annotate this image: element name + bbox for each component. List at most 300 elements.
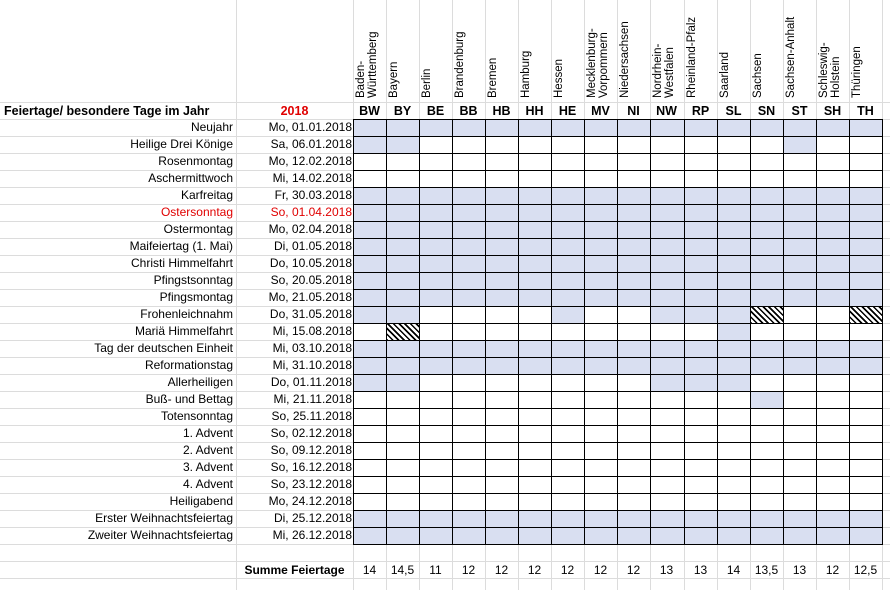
holiday-cell[interactable]: [783, 459, 816, 476]
holiday-cell[interactable]: [650, 170, 684, 187]
holiday-cell[interactable]: [750, 255, 783, 272]
holiday-cell[interactable]: [353, 187, 386, 204]
holiday-cell[interactable]: [750, 493, 783, 510]
holiday-cell[interactable]: [353, 493, 386, 510]
holiday-cell[interactable]: [386, 459, 419, 476]
holiday-cell[interactable]: [650, 272, 684, 289]
holiday-cell[interactable]: [353, 255, 386, 272]
holiday-cell[interactable]: [551, 306, 584, 323]
holiday-cell[interactable]: [485, 153, 518, 170]
holiday-cell[interactable]: [353, 323, 386, 340]
holiday-cell[interactable]: [783, 221, 816, 238]
holiday-cell[interactable]: [849, 153, 882, 170]
holiday-cell[interactable]: [485, 272, 518, 289]
holiday-cell[interactable]: [750, 187, 783, 204]
holiday-cell[interactable]: [353, 289, 386, 306]
holiday-cell[interactable]: [419, 306, 452, 323]
holiday-cell[interactable]: [551, 527, 584, 544]
holiday-cell[interactable]: [551, 442, 584, 459]
holiday-cell[interactable]: [816, 238, 849, 255]
holiday-cell[interactable]: [650, 153, 684, 170]
holiday-cell[interactable]: [849, 119, 882, 136]
holiday-cell[interactable]: [684, 289, 717, 306]
holiday-cell[interactable]: [816, 323, 849, 340]
holiday-cell[interactable]: [650, 510, 684, 527]
holiday-cell[interactable]: [518, 238, 551, 255]
holiday-cell[interactable]: [783, 204, 816, 221]
holiday-cell[interactable]: [353, 408, 386, 425]
holiday-cell[interactable]: [750, 119, 783, 136]
holiday-cell[interactable]: [684, 476, 717, 493]
holiday-cell[interactable]: [518, 442, 551, 459]
holiday-cell[interactable]: [353, 442, 386, 459]
holiday-cell[interactable]: [386, 357, 419, 374]
holiday-cell[interactable]: [452, 289, 485, 306]
holiday-cell[interactable]: [485, 442, 518, 459]
holiday-cell[interactable]: [419, 425, 452, 442]
holiday-cell[interactable]: [816, 340, 849, 357]
holiday-cell[interactable]: [650, 238, 684, 255]
holiday-cell[interactable]: [783, 476, 816, 493]
holiday-cell[interactable]: [518, 527, 551, 544]
holiday-cell[interactable]: [849, 136, 882, 153]
holiday-cell[interactable]: [816, 119, 849, 136]
holiday-cell[interactable]: [452, 187, 485, 204]
holiday-cell[interactable]: [518, 170, 551, 187]
holiday-cell[interactable]: [419, 408, 452, 425]
holiday-cell[interactable]: [518, 306, 551, 323]
holiday-cell[interactable]: [617, 510, 650, 527]
holiday-cell[interactable]: [551, 391, 584, 408]
holiday-cell[interactable]: [419, 340, 452, 357]
holiday-cell[interactable]: [717, 238, 750, 255]
holiday-cell[interactable]: [650, 357, 684, 374]
holiday-cell[interactable]: [650, 187, 684, 204]
holiday-cell[interactable]: [452, 272, 485, 289]
holiday-cell[interactable]: [584, 323, 617, 340]
holiday-cell[interactable]: [518, 459, 551, 476]
holiday-cell[interactable]: [419, 272, 452, 289]
holiday-cell[interactable]: [717, 425, 750, 442]
holiday-cell[interactable]: [849, 527, 882, 544]
holiday-cell[interactable]: [452, 170, 485, 187]
holiday-cell[interactable]: [419, 170, 452, 187]
holiday-cell[interactable]: [551, 408, 584, 425]
holiday-cell[interactable]: [750, 272, 783, 289]
holiday-cell[interactable]: [353, 170, 386, 187]
holiday-cell[interactable]: [816, 221, 849, 238]
holiday-cell[interactable]: [353, 527, 386, 544]
holiday-cell[interactable]: [717, 153, 750, 170]
holiday-cell[interactable]: [419, 391, 452, 408]
holiday-cell[interactable]: [584, 340, 617, 357]
holiday-cell[interactable]: [684, 153, 717, 170]
holiday-cell[interactable]: [386, 153, 419, 170]
holiday-cell[interactable]: [849, 391, 882, 408]
holiday-cell[interactable]: [617, 391, 650, 408]
holiday-cell[interactable]: [750, 527, 783, 544]
holiday-cell[interactable]: [518, 323, 551, 340]
holiday-cell[interactable]: [684, 221, 717, 238]
holiday-cell[interactable]: [353, 340, 386, 357]
holiday-cell[interactable]: [353, 221, 386, 238]
holiday-cell[interactable]: [750, 136, 783, 153]
holiday-cell[interactable]: [386, 391, 419, 408]
holiday-cell[interactable]: [617, 425, 650, 442]
holiday-cell[interactable]: [551, 289, 584, 306]
holiday-cell[interactable]: [750, 323, 783, 340]
holiday-cell[interactable]: [849, 493, 882, 510]
holiday-cell[interactable]: [717, 357, 750, 374]
holiday-cell[interactable]: [452, 374, 485, 391]
holiday-cell[interactable]: [452, 323, 485, 340]
holiday-cell[interactable]: [717, 340, 750, 357]
holiday-cell[interactable]: [551, 255, 584, 272]
holiday-cell[interactable]: [750, 306, 783, 323]
holiday-cell[interactable]: [717, 272, 750, 289]
holiday-cell[interactable]: [518, 391, 551, 408]
holiday-cell[interactable]: [485, 136, 518, 153]
holiday-cell[interactable]: [750, 170, 783, 187]
holiday-cell[interactable]: [717, 476, 750, 493]
holiday-cell[interactable]: [386, 306, 419, 323]
holiday-cell[interactable]: [518, 221, 551, 238]
holiday-cell[interactable]: [717, 204, 750, 221]
holiday-cell[interactable]: [650, 527, 684, 544]
holiday-cell[interactable]: [419, 289, 452, 306]
holiday-cell[interactable]: [816, 272, 849, 289]
holiday-cell[interactable]: [584, 221, 617, 238]
holiday-cell[interactable]: [419, 119, 452, 136]
holiday-cell[interactable]: [617, 323, 650, 340]
holiday-cell[interactable]: [750, 459, 783, 476]
holiday-cell[interactable]: [584, 391, 617, 408]
holiday-cell[interactable]: [717, 136, 750, 153]
holiday-cell[interactable]: [419, 510, 452, 527]
holiday-cell[interactable]: [783, 425, 816, 442]
holiday-cell[interactable]: [419, 476, 452, 493]
holiday-cell[interactable]: [816, 187, 849, 204]
holiday-cell[interactable]: [584, 170, 617, 187]
holiday-cell[interactable]: [750, 289, 783, 306]
holiday-cell[interactable]: [717, 187, 750, 204]
holiday-cell[interactable]: [849, 221, 882, 238]
holiday-cell[interactable]: [353, 374, 386, 391]
holiday-cell[interactable]: [353, 153, 386, 170]
holiday-cell[interactable]: [816, 374, 849, 391]
holiday-cell[interactable]: [485, 221, 518, 238]
holiday-cell[interactable]: [518, 493, 551, 510]
holiday-cell[interactable]: [783, 255, 816, 272]
holiday-cell[interactable]: [353, 476, 386, 493]
holiday-cell[interactable]: [783, 340, 816, 357]
holiday-cell[interactable]: [518, 408, 551, 425]
holiday-cell[interactable]: [485, 493, 518, 510]
holiday-cell[interactable]: [452, 255, 485, 272]
holiday-cell[interactable]: [485, 527, 518, 544]
holiday-cell[interactable]: [386, 255, 419, 272]
holiday-cell[interactable]: [816, 306, 849, 323]
holiday-cell[interactable]: [684, 255, 717, 272]
holiday-cell[interactable]: [452, 442, 485, 459]
holiday-cell[interactable]: [485, 289, 518, 306]
holiday-cell[interactable]: [551, 187, 584, 204]
holiday-cell[interactable]: [684, 408, 717, 425]
holiday-cell[interactable]: [386, 340, 419, 357]
holiday-cell[interactable]: [518, 374, 551, 391]
holiday-cell[interactable]: [783, 357, 816, 374]
holiday-cell[interactable]: [816, 255, 849, 272]
holiday-cell[interactable]: [617, 527, 650, 544]
holiday-cell[interactable]: [750, 153, 783, 170]
holiday-cell[interactable]: [617, 442, 650, 459]
holiday-cell[interactable]: [485, 459, 518, 476]
holiday-cell[interactable]: [617, 306, 650, 323]
holiday-cell[interactable]: [750, 510, 783, 527]
holiday-cell[interactable]: [551, 272, 584, 289]
holiday-cell[interactable]: [584, 374, 617, 391]
holiday-cell[interactable]: [485, 238, 518, 255]
holiday-cell[interactable]: [485, 374, 518, 391]
holiday-cell[interactable]: [452, 306, 485, 323]
holiday-cell[interactable]: [584, 442, 617, 459]
holiday-cell[interactable]: [419, 442, 452, 459]
holiday-cell[interactable]: [485, 187, 518, 204]
holiday-cell[interactable]: [816, 204, 849, 221]
holiday-cell[interactable]: [783, 289, 816, 306]
holiday-cell[interactable]: [419, 357, 452, 374]
holiday-cell[interactable]: [584, 136, 617, 153]
holiday-cell[interactable]: [750, 357, 783, 374]
holiday-cell[interactable]: [717, 493, 750, 510]
holiday-cell[interactable]: [750, 408, 783, 425]
holiday-cell[interactable]: [783, 238, 816, 255]
holiday-cell[interactable]: [684, 442, 717, 459]
holiday-cell[interactable]: [717, 374, 750, 391]
holiday-cell[interactable]: [617, 459, 650, 476]
holiday-cell[interactable]: [617, 408, 650, 425]
holiday-cell[interactable]: [419, 493, 452, 510]
holiday-cell[interactable]: [518, 510, 551, 527]
holiday-cell[interactable]: [849, 272, 882, 289]
holiday-cell[interactable]: [650, 255, 684, 272]
holiday-cell[interactable]: [816, 153, 849, 170]
holiday-cell[interactable]: [684, 204, 717, 221]
holiday-cell[interactable]: [485, 340, 518, 357]
holiday-cell[interactable]: [750, 204, 783, 221]
holiday-cell[interactable]: [419, 374, 452, 391]
holiday-cell[interactable]: [849, 425, 882, 442]
holiday-cell[interactable]: [584, 476, 617, 493]
holiday-cell[interactable]: [551, 425, 584, 442]
holiday-cell[interactable]: [717, 255, 750, 272]
holiday-cell[interactable]: [485, 306, 518, 323]
holiday-cell[interactable]: [816, 425, 849, 442]
holiday-cell[interactable]: [419, 527, 452, 544]
holiday-cell[interactable]: [650, 289, 684, 306]
holiday-cell[interactable]: [717, 510, 750, 527]
holiday-cell[interactable]: [485, 357, 518, 374]
holiday-cell[interactable]: [783, 510, 816, 527]
holiday-cell[interactable]: [419, 255, 452, 272]
holiday-cell[interactable]: [584, 510, 617, 527]
holiday-cell[interactable]: [617, 238, 650, 255]
holiday-cell[interactable]: [518, 153, 551, 170]
holiday-cell[interactable]: [617, 136, 650, 153]
holiday-cell[interactable]: [617, 187, 650, 204]
holiday-cell[interactable]: [849, 459, 882, 476]
holiday-cell[interactable]: [684, 493, 717, 510]
holiday-cell[interactable]: [584, 425, 617, 442]
holiday-cell[interactable]: [684, 136, 717, 153]
holiday-cell[interactable]: [353, 238, 386, 255]
holiday-cell[interactable]: [617, 289, 650, 306]
holiday-cell[interactable]: [684, 391, 717, 408]
holiday-cell[interactable]: [816, 459, 849, 476]
holiday-cell[interactable]: [750, 391, 783, 408]
holiday-cell[interactable]: [617, 119, 650, 136]
holiday-cell[interactable]: [717, 391, 750, 408]
holiday-cell[interactable]: [584, 153, 617, 170]
holiday-cell[interactable]: [518, 425, 551, 442]
holiday-cell[interactable]: [353, 391, 386, 408]
holiday-cell[interactable]: [551, 119, 584, 136]
holiday-cell[interactable]: [584, 459, 617, 476]
holiday-cell[interactable]: [386, 170, 419, 187]
holiday-cell[interactable]: [452, 357, 485, 374]
holiday-cell[interactable]: [816, 408, 849, 425]
holiday-cell[interactable]: [816, 527, 849, 544]
holiday-cell[interactable]: [452, 204, 485, 221]
holiday-cell[interactable]: [551, 221, 584, 238]
holiday-cell[interactable]: [684, 527, 717, 544]
holiday-cell[interactable]: [783, 493, 816, 510]
holiday-cell[interactable]: [386, 136, 419, 153]
holiday-cell[interactable]: [684, 357, 717, 374]
holiday-cell[interactable]: [386, 272, 419, 289]
holiday-cell[interactable]: [419, 187, 452, 204]
holiday-cell[interactable]: [650, 476, 684, 493]
holiday-cell[interactable]: [584, 187, 617, 204]
holiday-cell[interactable]: [386, 187, 419, 204]
holiday-cell[interactable]: [452, 153, 485, 170]
holiday-cell[interactable]: [386, 323, 419, 340]
holiday-cell[interactable]: [485, 323, 518, 340]
holiday-cell[interactable]: [386, 493, 419, 510]
holiday-cell[interactable]: [584, 119, 617, 136]
holiday-cell[interactable]: [584, 289, 617, 306]
holiday-cell[interactable]: [684, 323, 717, 340]
holiday-cell[interactable]: [452, 493, 485, 510]
holiday-cell[interactable]: [419, 238, 452, 255]
holiday-cell[interactable]: [684, 340, 717, 357]
holiday-cell[interactable]: [452, 459, 485, 476]
holiday-cell[interactable]: [617, 255, 650, 272]
holiday-cell[interactable]: [419, 204, 452, 221]
holiday-cell[interactable]: [551, 476, 584, 493]
holiday-cell[interactable]: [650, 425, 684, 442]
holiday-cell[interactable]: [452, 238, 485, 255]
holiday-cell[interactable]: [485, 391, 518, 408]
holiday-cell[interactable]: [419, 221, 452, 238]
holiday-cell[interactable]: [584, 306, 617, 323]
holiday-cell[interactable]: [551, 238, 584, 255]
holiday-cell[interactable]: [717, 459, 750, 476]
holiday-cell[interactable]: [485, 204, 518, 221]
holiday-cell[interactable]: [452, 221, 485, 238]
holiday-cell[interactable]: [750, 442, 783, 459]
holiday-cell[interactable]: [717, 442, 750, 459]
holiday-cell[interactable]: [816, 493, 849, 510]
holiday-cell[interactable]: [584, 408, 617, 425]
holiday-cell[interactable]: [617, 170, 650, 187]
holiday-cell[interactable]: [783, 170, 816, 187]
holiday-cell[interactable]: [684, 170, 717, 187]
holiday-cell[interactable]: [816, 476, 849, 493]
holiday-cell[interactable]: [684, 187, 717, 204]
holiday-cell[interactable]: [684, 459, 717, 476]
holiday-cell[interactable]: [750, 374, 783, 391]
holiday-cell[interactable]: [816, 442, 849, 459]
holiday-cell[interactable]: [849, 306, 882, 323]
holiday-cell[interactable]: [717, 221, 750, 238]
holiday-cell[interactable]: [584, 272, 617, 289]
holiday-cell[interactable]: [783, 187, 816, 204]
holiday-cell[interactable]: [353, 136, 386, 153]
holiday-cell[interactable]: [750, 238, 783, 255]
holiday-cell[interactable]: [783, 136, 816, 153]
holiday-cell[interactable]: [783, 323, 816, 340]
holiday-cell[interactable]: [750, 476, 783, 493]
holiday-cell[interactable]: [849, 340, 882, 357]
holiday-cell[interactable]: [684, 374, 717, 391]
holiday-cell[interactable]: [684, 306, 717, 323]
holiday-cell[interactable]: [783, 442, 816, 459]
holiday-cell[interactable]: [353, 459, 386, 476]
holiday-cell[interactable]: [849, 255, 882, 272]
holiday-cell[interactable]: [485, 170, 518, 187]
holiday-cell[interactable]: [617, 493, 650, 510]
holiday-cell[interactable]: [386, 374, 419, 391]
holiday-cell[interactable]: [849, 238, 882, 255]
holiday-cell[interactable]: [518, 119, 551, 136]
holiday-cell[interactable]: [485, 119, 518, 136]
holiday-cell[interactable]: [419, 136, 452, 153]
holiday-cell[interactable]: [386, 289, 419, 306]
holiday-cell[interactable]: [849, 323, 882, 340]
holiday-cell[interactable]: [684, 119, 717, 136]
holiday-cell[interactable]: [816, 289, 849, 306]
holiday-cell[interactable]: [650, 391, 684, 408]
holiday-cell[interactable]: [584, 357, 617, 374]
holiday-cell[interactable]: [684, 272, 717, 289]
holiday-cell[interactable]: [386, 442, 419, 459]
holiday-cell[interactable]: [650, 136, 684, 153]
holiday-cell[interactable]: [353, 510, 386, 527]
holiday-cell[interactable]: [816, 357, 849, 374]
holiday-cell[interactable]: [849, 289, 882, 306]
holiday-cell[interactable]: [849, 510, 882, 527]
holiday-cell[interactable]: [750, 340, 783, 357]
holiday-cell[interactable]: [816, 170, 849, 187]
holiday-cell[interactable]: [452, 119, 485, 136]
holiday-cell[interactable]: [485, 425, 518, 442]
holiday-cell[interactable]: [717, 306, 750, 323]
holiday-cell[interactable]: [386, 425, 419, 442]
holiday-cell[interactable]: [717, 170, 750, 187]
holiday-cell[interactable]: [452, 391, 485, 408]
holiday-cell[interactable]: [650, 459, 684, 476]
